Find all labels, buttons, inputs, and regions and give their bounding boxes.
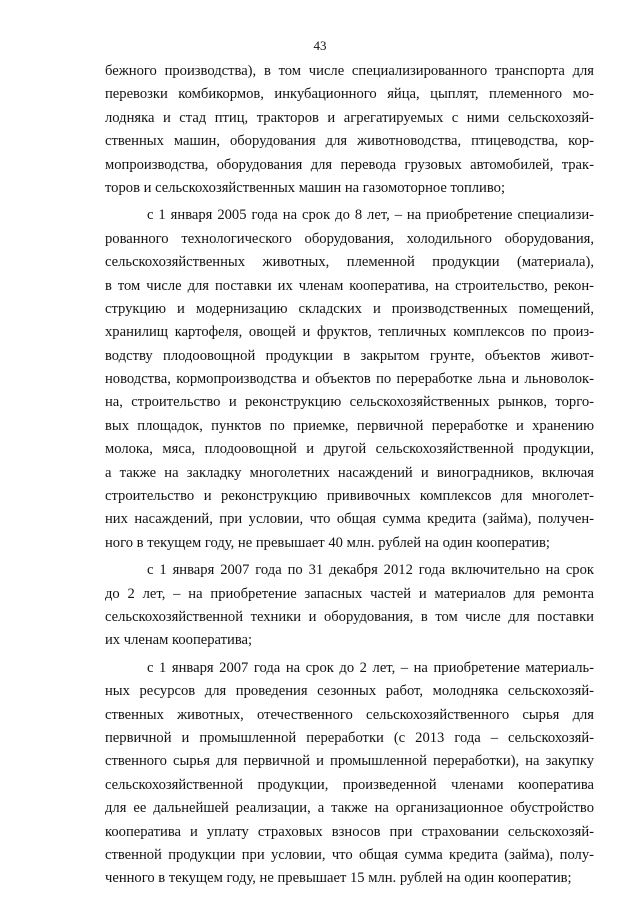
- text-line: сельскохозяйственной техники и оборудования, в том числе для поставки: [105, 608, 594, 625]
- text-line: рованного технологического оборудования, холодильного оборудования,: [105, 230, 594, 247]
- text-line: мопроизводства, оборудования для перевода грузовых автомобилей, трак-: [105, 156, 594, 173]
- text-line: сельскохозяйственных животных, племенной продукции (материала),: [105, 254, 594, 271]
- text-line: в том числе для поставки их членам кооператива, на строительство, рекон-: [105, 277, 594, 294]
- paragraph: [105, 204, 594, 555]
- text-line: с 1 января 2007 года на срок до 2 лет, – на приобретение материаль-: [147, 659, 594, 676]
- text-line: сельскохозяйственной продукции, произведенной членами кооператива: [105, 776, 594, 793]
- text-line: кооператива и уплату страховых взносов при страховании сельскохозяй-: [105, 823, 594, 840]
- text-line: до 2 лет, – на приобретение запасных частей и материалов для ремонта: [105, 585, 594, 602]
- text-line: новодства, кормопроизводства и объектов по переработке льна и льноволок-: [105, 371, 594, 388]
- text-line: первичной и промышленной переработки (с 2013 года – сельскохозяй-: [105, 729, 594, 746]
- text-line: ственной продукции при условии, что общая сумма кредита (займа), полу-: [105, 846, 594, 863]
- text-line: ственного сырья для первичной и промышленной переработки), на закупку: [105, 753, 594, 770]
- text-line: ственных машин, оборудования для животноводства, птицеводства, кор-: [105, 133, 594, 150]
- text-line: вых площадок, пунктов по приемке, первичной переработке и хранению: [105, 417, 594, 434]
- text-line: ных ресурсов для проведения сезонных работ, молодняка сельскохозяй-: [105, 683, 594, 700]
- text-line: ченного в текущем году, не превышает 15 млн. рублей на один кооператив;: [105, 870, 572, 887]
- text-line: лодняка и стад птиц, тракторов и агрегатируемых с ними сельскохозяй-: [105, 109, 594, 126]
- text-line: перевозки комбикормов, инкубационного яйца, цыплят, племенного мо-: [105, 86, 594, 103]
- text-line: ного в текущем году, не превышает 40 млн. рублей на один кооператив;: [105, 534, 550, 551]
- paragraph: [105, 60, 594, 200]
- text-line: для ее дальнейшей реализации, а также на организационное обустройство: [105, 800, 594, 817]
- text-line: торов и сельскохозяйственных машин на газомоторное топливо;: [105, 179, 506, 196]
- paragraph: [105, 657, 594, 891]
- text-line: а также на закладку многолетних насаждений и виноградников, включая: [105, 464, 594, 481]
- text-line: струкцию и модернизацию складских и производственных помещений,: [105, 300, 594, 317]
- text-line: бежного производства), в том числе специализированного транспорта для: [105, 63, 594, 79]
- text-line: строительство и реконструкцию прививочных комплексов для многолет-: [105, 488, 594, 505]
- paragraph: [105, 559, 594, 653]
- text-line: молока, мяса, плодоовощной и другой сельскохозяйственной продукции,: [105, 441, 594, 458]
- text-line: хранилищ картофеля, овощей и фруктов, тепличных комплексов по произ-: [105, 324, 594, 341]
- document-body: [105, 60, 594, 891]
- text-line: водству плодоовощной продукции в закрытом грунте, объектов живот-: [105, 347, 594, 364]
- text-line: ственных животных, отечественного сельскохозяйственного сырья для: [105, 706, 594, 723]
- text-line: на, строительство и реконструкцию сельскохозяйственных рынков, торго-: [105, 394, 594, 411]
- page-number: 43: [313, 38, 327, 53]
- text-line: них насаждений, при условии, что общая сумма кредита (займа), получен-: [105, 511, 594, 528]
- text-line: с 1 января 2005 года на срок до 8 лет, – на приобретение специализи-: [147, 207, 594, 224]
- text-line: их членам кооператива;: [105, 632, 253, 649]
- text-line: с 1 января 2007 года по 31 декабря 2012 года включительно на срок: [147, 562, 594, 579]
